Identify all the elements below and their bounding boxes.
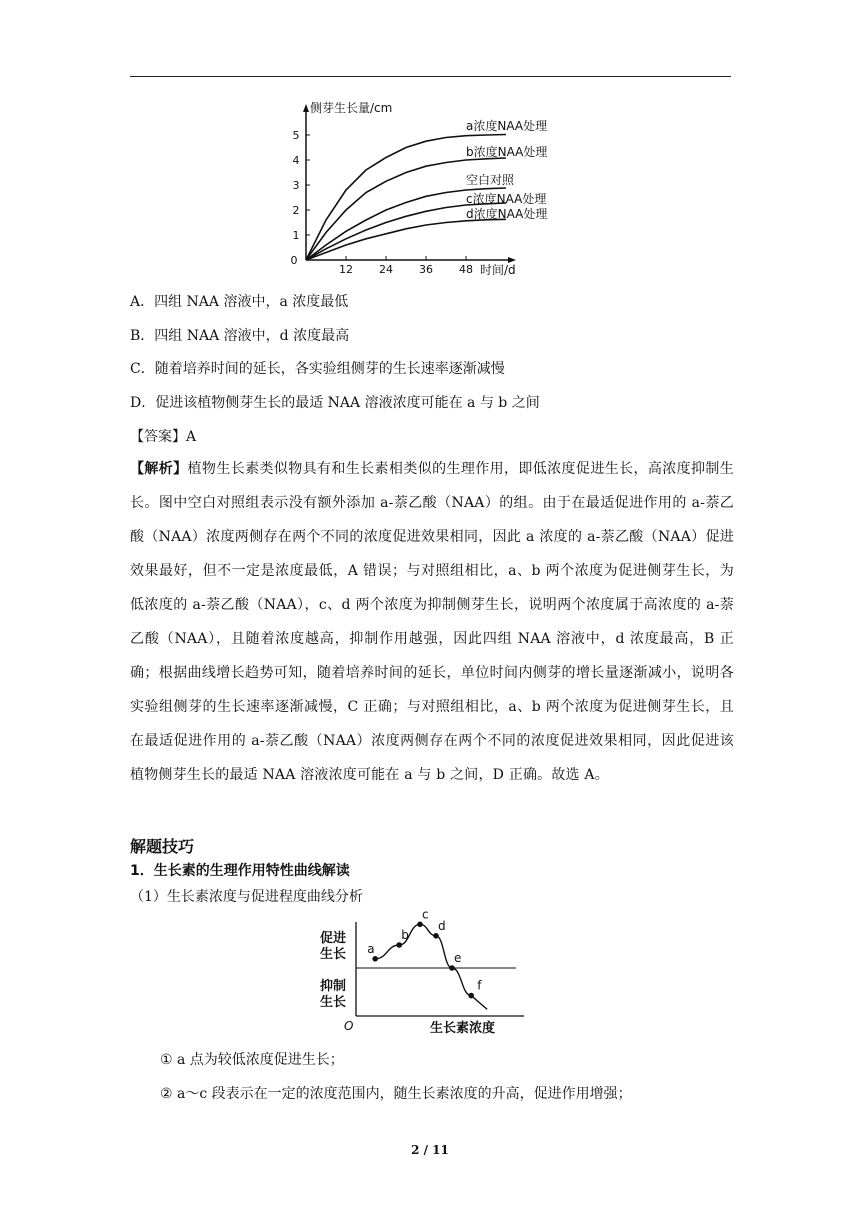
y-label-promote-1: 促进 xyxy=(320,931,347,946)
option-c: C．随着培养时间的延长，各实验组侧芽的生长速率逐渐减慢 xyxy=(130,361,505,377)
origin-label: 0 xyxy=(290,254,298,267)
y-tick-label: 1 xyxy=(292,229,300,242)
note-1: ① a 点为较低浓度促进生长； xyxy=(160,1052,344,1068)
y-tick-label: 4 xyxy=(292,154,300,167)
lateral-bud-growth-chart xyxy=(280,100,580,278)
subsubheading: （1）生长素浓度与促进程度曲线分析 xyxy=(130,889,363,905)
x-axis-label: 生长素浓度 xyxy=(430,1021,496,1036)
point-label: a xyxy=(367,941,375,956)
curve-point xyxy=(417,922,423,928)
series-line xyxy=(306,219,506,260)
option-a: A．四组 NAA 溶液中，a 浓度最低 xyxy=(130,294,349,310)
option-b: B．四组 NAA 溶液中，d 浓度最高 xyxy=(130,328,350,344)
point-label: d xyxy=(438,918,446,933)
option-d: D．促进该植物侧芽生长的最适 NAA 溶液浓度可能在 a 与 b 之间 xyxy=(130,395,540,411)
note-2: ② a～c 段表示在一定的浓度范围内，随生长素浓度的升高，促进作用增强； xyxy=(160,1086,632,1102)
point-label: b xyxy=(401,928,409,942)
origin-label: O xyxy=(344,1019,354,1033)
x-tick-label: 12 xyxy=(339,263,353,276)
point-label: e xyxy=(454,951,462,965)
section-heading: 解题技巧 xyxy=(130,837,195,856)
series-label: b浓度NAA处理 xyxy=(466,145,548,159)
y-label-promote-2: 生长 xyxy=(320,947,347,962)
x-tick-label: 36 xyxy=(419,263,433,276)
analysis-text: 植物生长素类似物具有和生长素相类似的生理作用，即低浓度促进生长，高浓度抑制生长。图中空白对照组表示没有额外添加 a-萘乙酸（NAA）的组。由于在最适促进作用的 a-萘乙酸（NAA）浓度两侧存在两个不同的浓度促进效果相同，因此 a 浓度的 a-萘乙酸（NAA）促进效果最好，但不一定是浓度最低，A 错误；与对照组相比，a、b 两个浓度为促进侧芽生长，为低浓度的 a-萘乙酸（NAA），c、d 两个浓度为抑制侧芽生长，说明两个浓度属于高浓度的 a-萘乙酸（NAA），且随着浓度越高，抑制作用越强，因此四组 NAA 溶液中，d 浓度最高，B 正确；根据曲线增长趋势可知，随着培养时间的延长，单位时间内侧芽的增长量逐渐减小，说明各实验组侧芽的生长速率逐渐减慢，C 正确；与对照组相比，a、b 两个浓度为促进侧芽生长，且在最适促进作用的 a-萘乙酸（NAA）浓度两侧存在两个不同的浓度促进效果相同，因此促进该植物侧芽生长的最适 NAA 溶液浓度可能在 a 与 b 之间，D 正确。故选 A。 xyxy=(130,461,734,783)
y-label-inhibit-1: 抑制 xyxy=(320,979,347,994)
header-rule xyxy=(130,76,731,77)
page-number: 2 / 11 xyxy=(411,1143,449,1157)
x-tick-label: 24 xyxy=(379,263,393,276)
y-tick-label: 5 xyxy=(292,129,300,142)
curve-point xyxy=(449,965,455,971)
series-label: a浓度NAA处理 xyxy=(466,119,548,133)
analysis-paragraph xyxy=(130,452,734,792)
curve-point xyxy=(372,956,378,962)
auxin-concentration-curve xyxy=(318,907,528,1036)
series-label: c浓度NAA处理 xyxy=(466,192,547,206)
y-axis-label: 侧芽生长量/cm xyxy=(310,101,393,115)
analysis-label: 【解析】 xyxy=(130,461,188,477)
answer-line: 【答案】A xyxy=(130,429,197,445)
x-axis-label: 时间/d xyxy=(480,263,516,277)
curve-point xyxy=(433,933,439,939)
x-tick-label: 48 xyxy=(459,263,473,276)
y-axis-arrow xyxy=(303,104,309,112)
point-label: c xyxy=(422,907,429,922)
y-tick-label: 2 xyxy=(292,204,300,217)
y-label-inhibit-2: 生长 xyxy=(320,995,347,1010)
series-label: d浓度NAA处理 xyxy=(466,207,548,221)
point-label: f xyxy=(477,978,482,993)
y-tick-label: 3 xyxy=(292,179,300,192)
curve-point xyxy=(396,942,402,948)
subheading: 1．生长素的生理作用特性曲线解读 xyxy=(130,863,350,879)
curve-point xyxy=(468,993,474,999)
series-label: 空白对照 xyxy=(466,173,515,187)
